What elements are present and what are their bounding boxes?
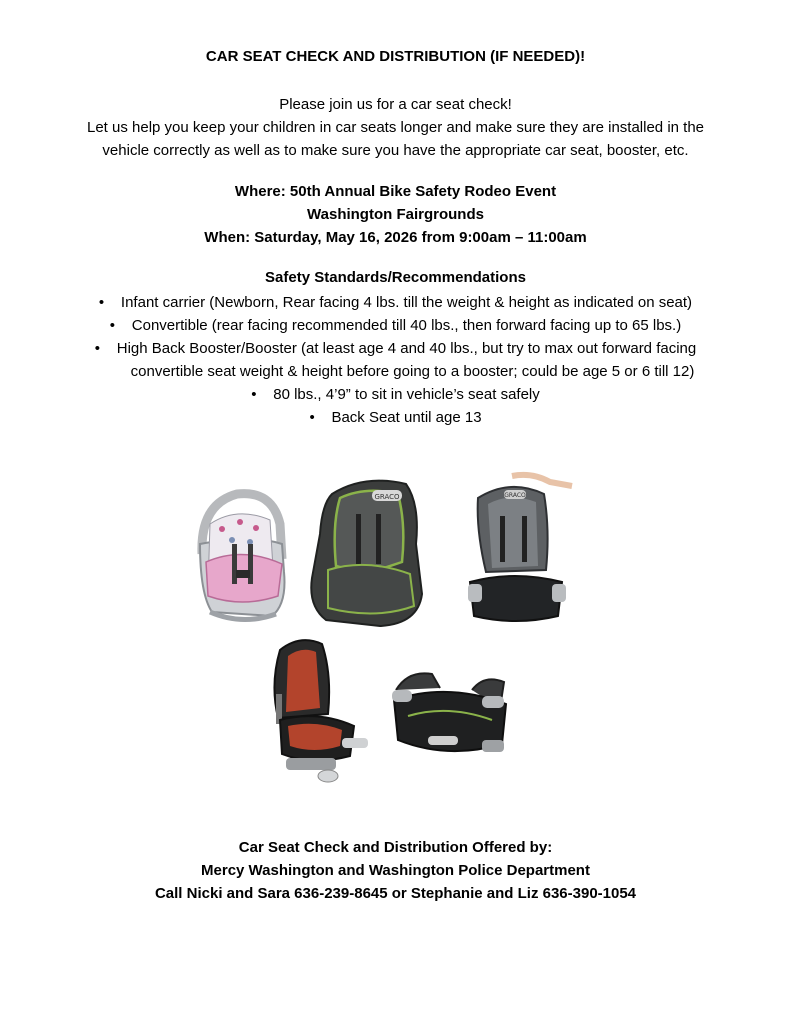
bullet-icon: • bbox=[98, 294, 105, 311]
intro-line-2: Let us help you keep your children in car seats longer and make sure they are installed in the bbox=[86, 119, 705, 136]
backless-booster-image bbox=[388, 660, 512, 764]
bullet-icon: • bbox=[109, 317, 116, 334]
flyer-title: CAR SEAT CHECK AND DISTRIBUTION (IF NEEDED)! bbox=[205, 48, 586, 65]
infant-carrier-image bbox=[192, 484, 292, 630]
bullet-icon: • bbox=[309, 409, 315, 426]
intro-line-1: Please join us for a car seat check! bbox=[279, 96, 512, 113]
bullet-icon: • bbox=[94, 340, 101, 357]
event-where: Where: 50th Annual Bike Safety Rodeo Event bbox=[234, 183, 557, 200]
event-when: When: Saturday, May 16, 2026 from 9:00am – 11:00am bbox=[204, 229, 587, 246]
safety-item: • Convertible (rear facing recommended till 40 lbs., then forward facing up to 65 lbs.) bbox=[40, 314, 751, 337]
event-location: Washington Fairgrounds bbox=[307, 206, 484, 223]
footer-contact: Call Nicki and Sara 636-239-8645 or Stephanie and Liz 636-390-1054 bbox=[154, 885, 637, 902]
red-booster-image bbox=[266, 634, 372, 788]
graco-logo: GRACO bbox=[504, 492, 526, 499]
graco-logo: GRACO bbox=[374, 493, 400, 501]
bullet-icon: • bbox=[251, 386, 257, 403]
convertible-seat-image bbox=[306, 474, 424, 630]
safety-item: • Infant carrier (Newborn, Rear facing 4 lbs. till the weight & height as indicated on seat) bbox=[40, 291, 751, 314]
intro-line-3: vehicle correctly as well as to make sure you have the appropriate car seat, booster, etc. bbox=[102, 142, 689, 159]
safety-list bbox=[40, 291, 751, 429]
safety-item: • 80 lbs., 4’9” to sit in vehicle’s seat safely bbox=[40, 383, 751, 406]
event-details bbox=[0, 180, 791, 249]
intro-block bbox=[40, 93, 751, 162]
footer-organizations: Mercy Washington and Washington Police Department bbox=[201, 862, 590, 879]
safety-heading: Safety Standards/Recommendations bbox=[265, 269, 526, 286]
footer-offered-by: Car Seat Check and Distribution Offered by: bbox=[238, 839, 553, 856]
high-back-booster-image bbox=[466, 470, 574, 630]
safety-item-continuation: convertible seat weight & height before going to a booster; could be age 5 or 6 till 12) bbox=[130, 363, 695, 380]
footer-block bbox=[0, 836, 791, 905]
safety-item: • High Back Booster/Booster (at least age 4 and 40 lbs., but try to max out forward facing bbox=[40, 337, 751, 360]
safety-item: • Back Seat until age 13 bbox=[40, 406, 751, 429]
